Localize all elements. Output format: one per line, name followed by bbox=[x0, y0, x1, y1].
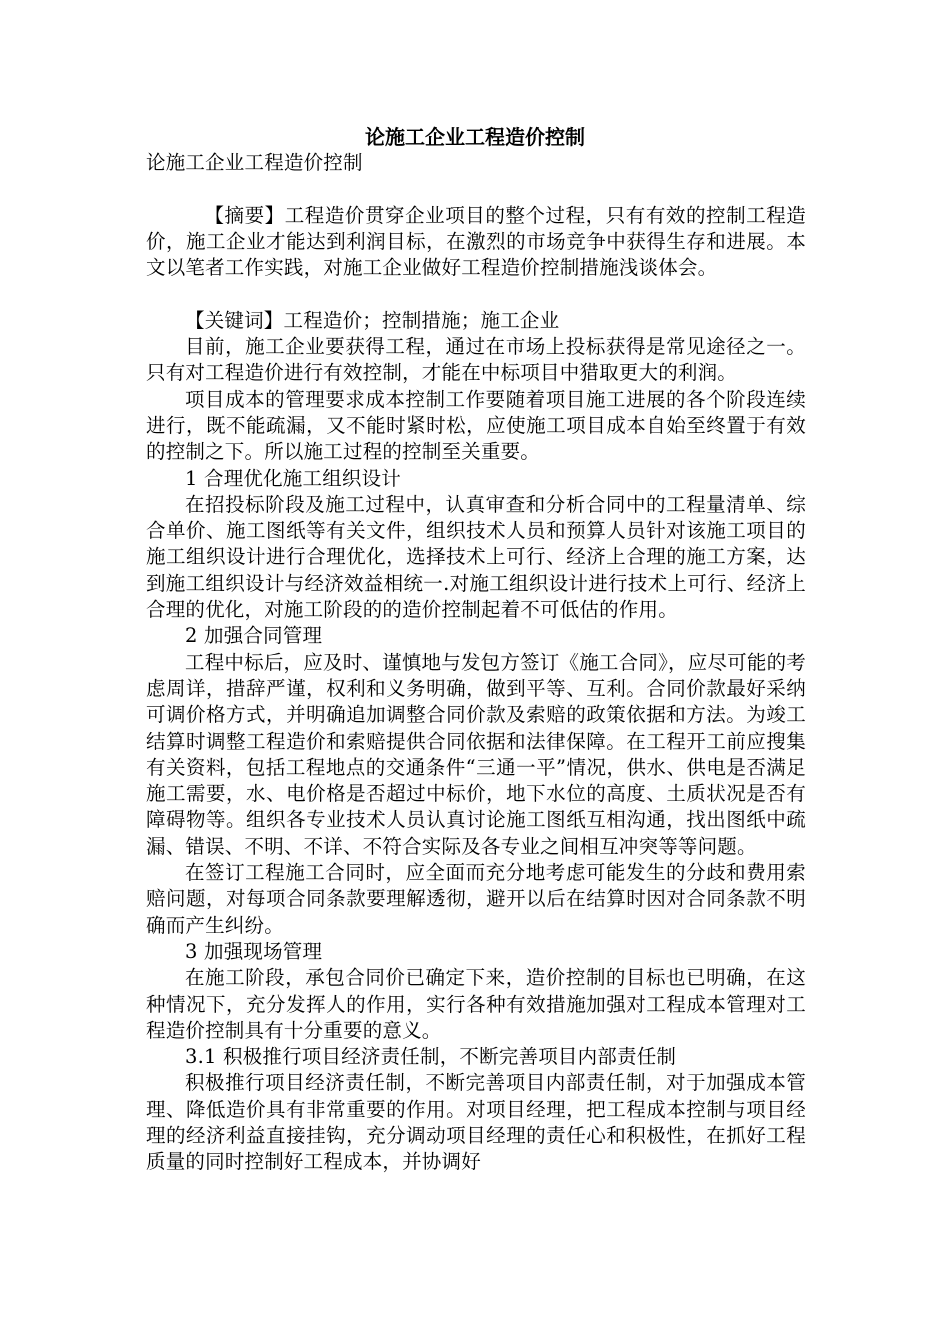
body-paragraph: 工程中标后，应及时、谨慎地与发包方签订《施工合同》，应尽可能的考虑周详，措辞严谨，权利和义务明确，做到平等、互利。合同价款最好采纳可调价格方式，并明确追加调整合同价款及索赔的政策依据和方法。为竣工结算时调整工程造价和索赔提供合同依据和法律保障。在工程开工前应搜集有关资料，包括工程地点的交通条件“三通一平”情况，供水、供电是否满足施工需要，水、电价格是否超过中标价，地下水位的高度、土质状况是否有障碍物等。组织各专业技术人员认真讨论施工图纸互相沟通，找出图纸中疏漏、错误、不明、不详、不符合实际及各专业之间相互冲突等等问题。 bbox=[146, 650, 806, 858]
section-heading: 2 加强合同管理 bbox=[185, 624, 323, 648]
body-paragraph: 在施工阶段，承包合同价已确定下来，造价控制的目标也已明确，在这种情况下，充分发挥人的作用，实行各种有效措施加强对工程成本管理对工程造价控制具有十分重要的意义。 bbox=[146, 966, 806, 1042]
body-paragraph: 在签订工程施工合同时，应全面而充分地考虑可能发生的分歧和费用索赔问题，对每项合同条款要理解透彻，避开以后在结算时因对合同条款不明确而产生纠纷。 bbox=[146, 861, 806, 937]
body-paragraph: 积极推行项目经济责任制，不断完善项目内部责任制，对于加强成本管理、降低造价具有非常重要的作用。对项目经理，把工程成本控制与项目经理的经济利益直接挂钩，充分调动项目经理的责任心和积极性，在抓好工程质量的同时控制好工程成本，并协调好 bbox=[146, 1071, 806, 1174]
document-subtitle: 论施工企业工程造价控制 bbox=[146, 151, 363, 174]
body-paragraph: 项目成本的管理要求成本控制工作要随着项目施工进展的各个阶段连续进行，既不能疏漏，又不能时紧时松，应使施工项目成本自始至终置于有效的控制之下。所以施工过程的控制至关重要。 bbox=[146, 387, 806, 464]
body-paragraph: 在招投标阶段及施工过程中，认真审查和分析合同中的工程量清单、综合单价、施工图纸等有关文件，组织技术人员和预算人员针对该施工项目的施工组织设计进行合理优化，选择技术上可行、经济上合理的施工方案，达到施工组织设计与经济效益相统一.对施工组织设计进行技术上可行、经济上合理的优化，对施工阶段的的造价控制起着不可低估的作用。 bbox=[146, 492, 806, 622]
subsection-heading: 3.1 积极推行项目经济责任制，不断完善项目内部责任制 bbox=[185, 1045, 677, 1069]
keywords-paragraph: 【关键词】工程造价；控制措施；施工企业 bbox=[185, 308, 560, 332]
abstract-paragraph: 【摘要】工程造价贯穿企业项目的整个过程，只有有效的控制工程造价，施工企业才能达到利润目标，在激烈的市场竞争中获得生存和进展。本文以笔者工作实践，对施工企业做好工程造价控制措施浅谈体会。 bbox=[146, 203, 806, 280]
body-paragraph: 目前，施工企业要获得工程，通过在市场上投标获得是常见途径之一。只有对工程造价进行有效控制，才能在中标项目中猎取更大的利润。 bbox=[146, 335, 806, 385]
document-title: 论施工企业工程造价控制 bbox=[365, 125, 585, 149]
section-heading: 3 加强现场管理 bbox=[185, 939, 323, 963]
section-heading: 1 合理优化施工组织设计 bbox=[185, 466, 402, 490]
document-body bbox=[146, 150, 806, 1176]
